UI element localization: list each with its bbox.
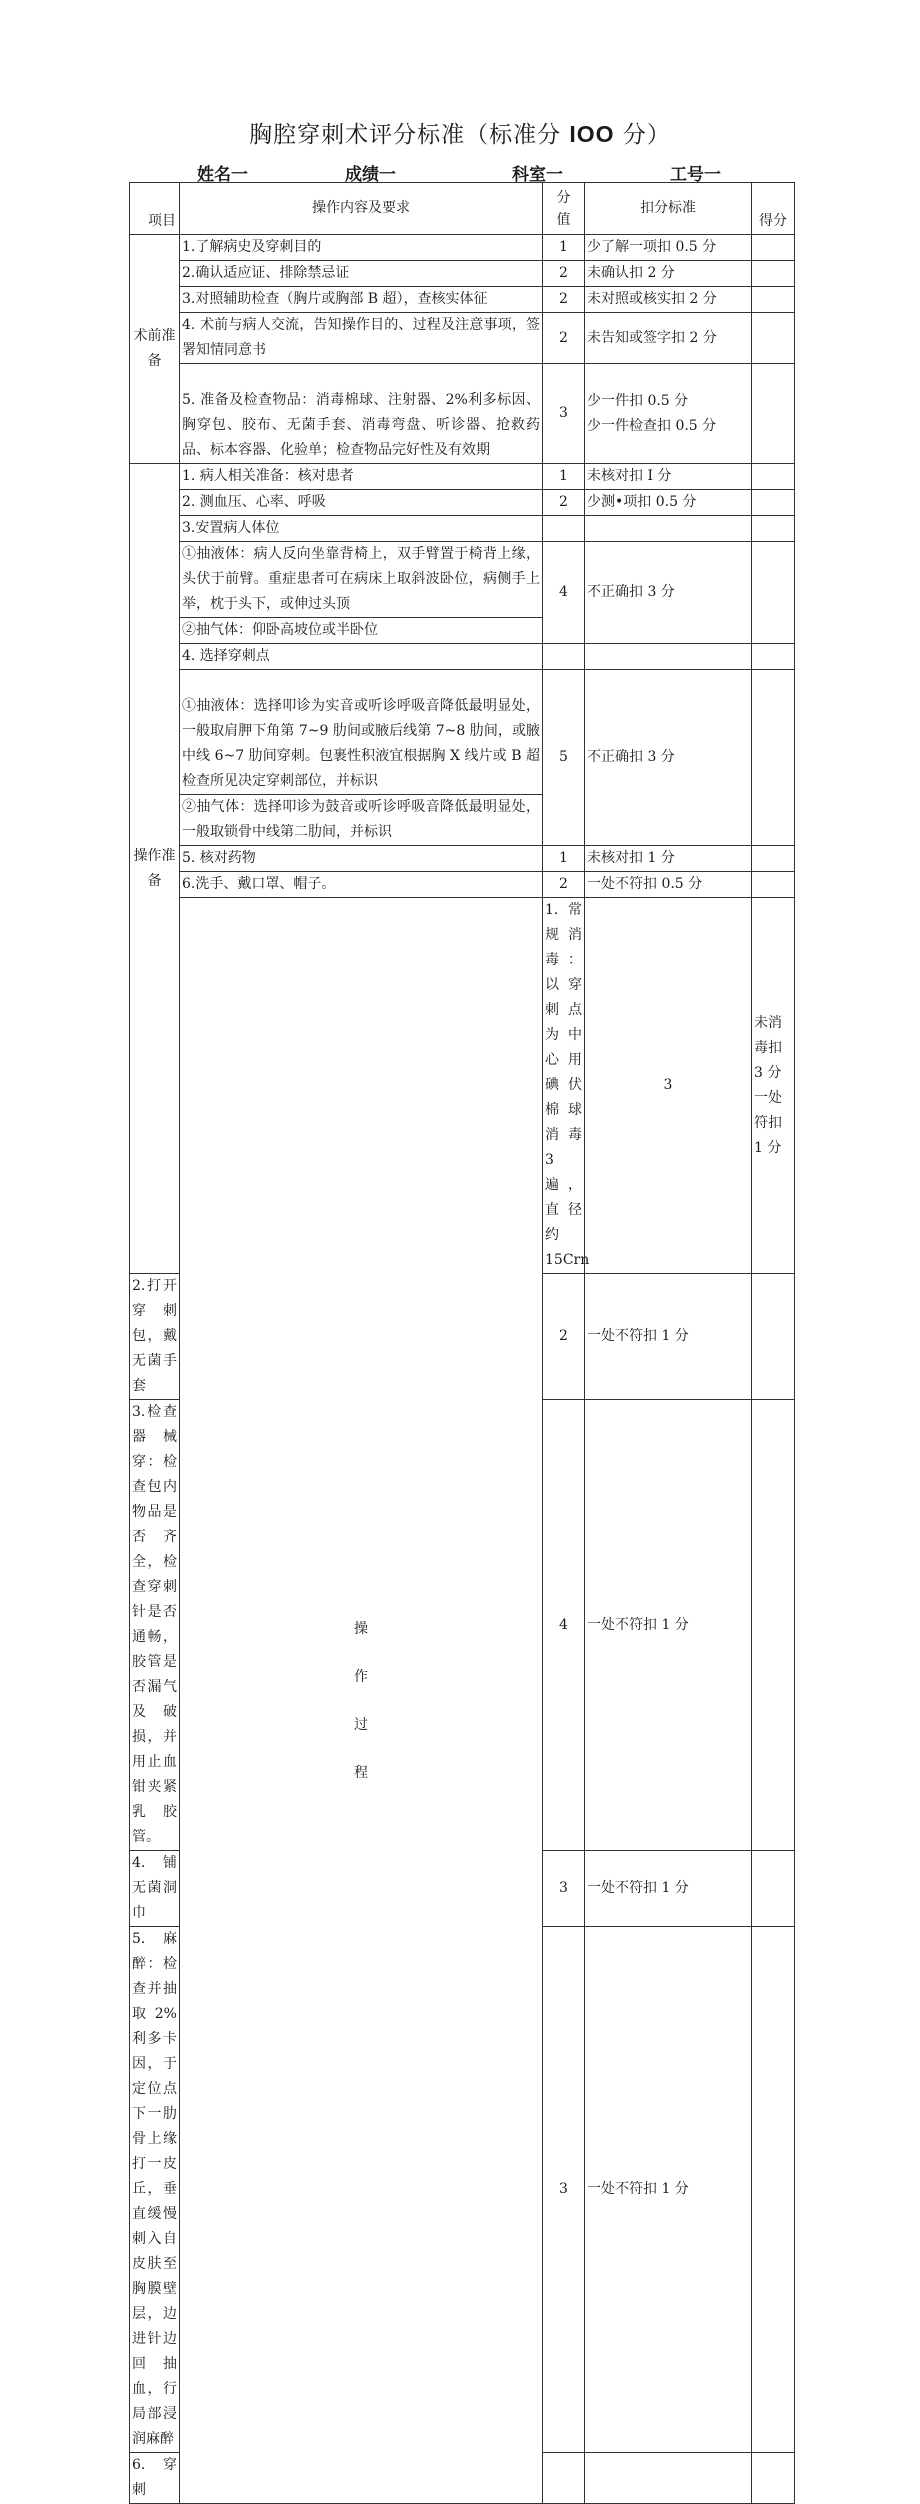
title-main: 胸腔穿刺术评分标准（标准分 [249, 122, 562, 148]
header-content: 操作内容及要求 [180, 183, 543, 235]
row-value: 3 [543, 1927, 585, 2453]
row-content: 4. 铺无菌洞巾 [130, 1851, 180, 1927]
dept-label: 科室一 [512, 165, 563, 185]
header-deduct: 扣分标准 [585, 183, 752, 235]
id-label: 工号一 [670, 165, 721, 185]
page-title [0, 116, 920, 149]
row-value: 2 [543, 872, 585, 898]
score-cell[interactable] [752, 846, 795, 872]
row-content: 6.洗手、戴口罩、帽子。 [180, 872, 543, 898]
row-deduct: 一处不符扣 1 分 [585, 1274, 752, 1400]
row-deduct: 一处不符扣 1 分 [585, 1927, 752, 2453]
row-content: 1. 病人相关准备：核对患者 [180, 464, 543, 490]
score-cell[interactable] [752, 235, 795, 261]
row-content: 6. 穿刺 [130, 2453, 180, 2504]
row-value: 2 [543, 287, 585, 313]
header-value-line1: 分 [556, 189, 571, 206]
table-row [130, 542, 795, 618]
title-score: IOO [569, 121, 615, 147]
row-content: ②抽气体：仰卧高坡位或半卧位 [180, 618, 543, 644]
row-deduct: 不正确扣 3 分 [585, 542, 752, 644]
row-deduct: 未核对扣 I 分 [585, 464, 752, 490]
score-cell[interactable] [752, 516, 795, 542]
score-cell[interactable] [752, 1400, 795, 1851]
score-cell[interactable] [752, 261, 795, 287]
score-cell[interactable] [752, 287, 795, 313]
row-value [543, 644, 585, 670]
table-row [130, 670, 795, 795]
table-row [130, 235, 795, 261]
score-cell[interactable] [752, 464, 795, 490]
row-content: 1.了解病史及穿刺目的 [180, 235, 543, 261]
row-value: 4 [543, 542, 585, 644]
table-header [130, 183, 795, 235]
row-value: 3 [585, 898, 752, 1274]
title-suffix: 分） [622, 122, 671, 148]
name-label: 姓名一 [197, 165, 248, 185]
row-deduct: 一处不符扣 1 分 [585, 1400, 752, 1851]
score-cell[interactable] [752, 1851, 795, 1927]
row-content: 5.麻醉：检查并抽取 2%利多卡因，于定位点下一肋骨上缘打一皮丘，垂直缓慢刺入自皮肤至胸膜壁层，边进针边回抽血，行局部浸润麻醉 [130, 1927, 180, 2453]
score-cell[interactable] [752, 313, 795, 364]
section-char: 过 [354, 1716, 368, 1733]
header-item: 项目 [130, 183, 180, 235]
row-deduct: 不正确扣 3 分 [585, 670, 752, 846]
section-char: 程 [354, 1764, 368, 1781]
row-content: 2. 测血压、心率、呼吸 [180, 490, 543, 516]
row-deduct: 一处不符扣 1 分 [585, 1851, 752, 1927]
row-content: 3.安置病人体位 [180, 516, 543, 542]
row-content: 4. 术前与病人交流，告知操作目的、过程及注意事项，签署知情同意书 [180, 313, 543, 364]
table-row [130, 313, 795, 364]
header-value [543, 183, 585, 235]
table-row [130, 490, 795, 516]
row-value: 2 [543, 261, 585, 287]
score-cell[interactable] [752, 490, 795, 516]
score-cell[interactable] [752, 1927, 795, 2453]
table-row [130, 846, 795, 872]
table-row [130, 872, 795, 898]
row-value: 1 [543, 464, 585, 490]
row-deduct [585, 516, 752, 542]
row-value: 4 [543, 1400, 585, 1851]
section-pre: 术前准备 [130, 235, 180, 464]
row-value: 2 [543, 1274, 585, 1400]
row-content: 2.确认适应证、排除禁忌证 [180, 261, 543, 287]
score-cell[interactable] [752, 872, 795, 898]
row-value: 3 [543, 1851, 585, 1927]
score-cell[interactable] [752, 542, 795, 644]
row-deduct [585, 364, 752, 464]
section-char: 作 [354, 1668, 368, 1685]
deduct-line: 少一件检查扣 0.5 分 [587, 417, 717, 434]
score-label: 成绩一 [345, 165, 396, 185]
header-score: 得分 [752, 183, 795, 235]
row-content: ①抽液体：选择叩诊为实音或听诊呼吸音降低最明显处，一般取肩胛下角第 7~9 肋间或腋后线第 7~8 肋间，或腋中线 6~7 肋间穿刺。包裹性积液宜根据胸 X 线片或 B 超检查所见决定穿刺部位，并标识 [180, 670, 543, 795]
table-row [130, 898, 795, 1274]
section-process [180, 898, 543, 2504]
row-value [543, 2453, 585, 2504]
row-deduct: 未告知或签字扣 2 分 [585, 313, 752, 364]
row-deduct [585, 644, 752, 670]
score-cell[interactable] [752, 2453, 795, 2504]
row-content: ②抽气体：选择叩诊为鼓音或听诊呼吸音降低最明显处，一般取锁骨中线第二肋间，并标识 [180, 795, 543, 846]
row-deduct: 未核对扣 1 分 [585, 846, 752, 872]
row-deduct: 少测•项扣 0.5 分 [585, 490, 752, 516]
deduct-line: 少一件扣 0.5 分 [587, 392, 689, 409]
row-deduct: 未对照或核实扣 2 分 [585, 287, 752, 313]
row-deduct: 一处不符扣 0.5 分 [585, 872, 752, 898]
scoring-table [129, 182, 795, 2504]
section-prep: 操作准备 [130, 464, 180, 1274]
table-row [130, 644, 795, 670]
row-content: 5. 核对药物 [180, 846, 543, 872]
row-deduct [585, 2453, 752, 2504]
row-value: 5 [543, 670, 585, 846]
row-content: 1. 常规消毒：以穿刺点为中心用碘伏棉球消毒 3 遍，直径约 15Crn [543, 898, 585, 1274]
row-deduct: 少了解一项扣 0.5 分 [585, 235, 752, 261]
score-cell[interactable] [752, 364, 795, 464]
table-row [130, 287, 795, 313]
score-cell[interactable] [752, 644, 795, 670]
row-deduct: 未确认扣 2 分 [585, 261, 752, 287]
row-content: 3.对照辅助检查（胸片或胸部 B 超），查核实体征 [180, 287, 543, 313]
score-cell[interactable] [752, 1274, 795, 1400]
row-content: 3.检查器械穿：检查包内物品是否齐全，检查穿刺针是否通畅，胶管是否漏气及破损，并用止血钳夹紧乳胶管。 [130, 1400, 180, 1851]
row-value: 2 [543, 313, 585, 364]
row-content: 4. 选择穿刺点 [180, 644, 543, 670]
header-value-line2: 值 [556, 211, 571, 228]
table-row [130, 261, 795, 287]
row-value: 1 [543, 235, 585, 261]
row-value: 1 [543, 846, 585, 872]
row-content: ①抽液体：病人反向坐靠背椅上，双手臂置于椅背上缘，头伏于前臂。重症患者可在病床上取斜波卧位，病侧手上举，枕于头下，或伸过头顶 [180, 542, 543, 618]
section-char: 操 [354, 1620, 368, 1637]
score-cell[interactable] [752, 670, 795, 846]
table-row [130, 364, 795, 464]
row-value: 2 [543, 490, 585, 516]
row-content: 2.打开穿刺包，戴无菌手套 [130, 1274, 180, 1400]
row-content: 5. 准备及检查物品：消毒棉球、注射器、2%利多标因、胸穿包、胶布、无菌手套、消毒弯盘、听诊器、抢救药品、标本容器、化验单；检查物品完好性及有效期 [180, 364, 543, 464]
row-deduct: 未消毒扣 3 分一处符扣 1 分 [752, 898, 795, 1274]
table-row [130, 516, 795, 542]
table-row [130, 464, 795, 490]
row-value: 3 [543, 364, 585, 464]
row-value [543, 516, 585, 542]
